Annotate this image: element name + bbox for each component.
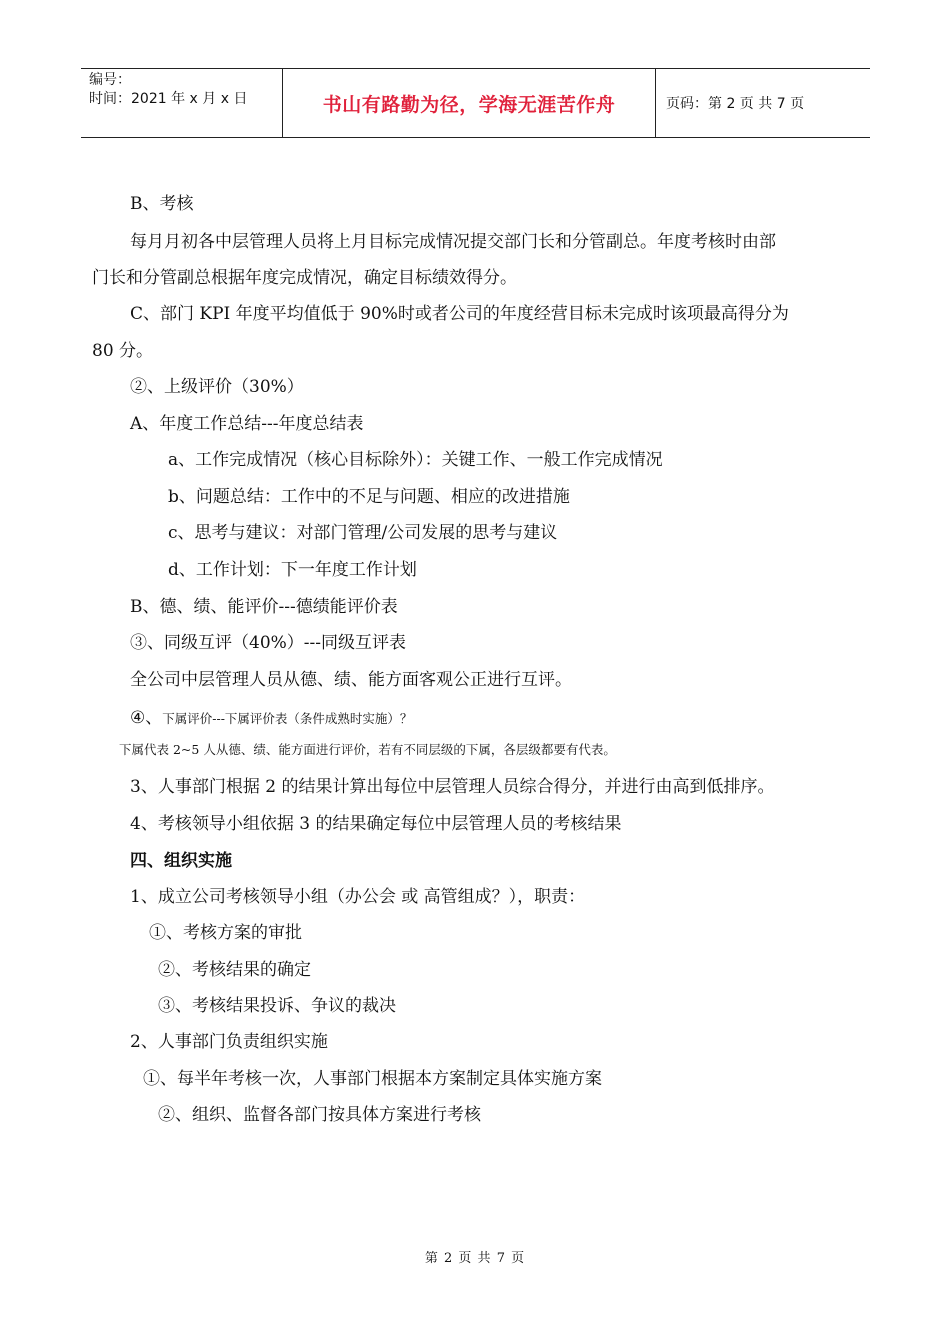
section-heading: ③、同级互评（40%）---同级互评表: [130, 633, 407, 653]
document-time-label: 时间：2021 年 x 月 x 日: [89, 91, 248, 107]
document-number-label: 编号：: [89, 72, 131, 88]
section-heading-line: [130, 703, 412, 728]
section-marker: ④、: [130, 708, 163, 728]
paragraph-line: 门长和分管副总根据年度完成情况，确定目标绩效得分。: [92, 268, 517, 288]
list-item: ①、考核方案的审批: [149, 923, 302, 943]
paragraph-line: A、年度工作总结---年度总结表: [130, 414, 364, 434]
paragraph-line: 全公司中层管理人员从德、绩、能方面客观公正进行互评。: [130, 670, 572, 690]
list-item: ①、每半年考核一次，人事部门根据本方案制定具体实施方案: [143, 1069, 602, 1089]
paragraph-line: 3、人事部门根据 2 的结果计算出每位中层管理人员综合得分，并进行由高到低排序。: [130, 777, 775, 797]
paragraph-line: B、考核: [130, 194, 194, 214]
section-title: 四、组织实施: [130, 851, 232, 871]
page-footer: 第 2 页 共 7 页: [424, 1251, 526, 1266]
list-item: c、思考与建议：对部门管理/公司发展的思考与建议: [168, 523, 558, 543]
header-slogan: 书山有路勤为径，学海无涯苦作舟: [322, 93, 616, 116]
header-page-info: 页码：第 2 页 共 7 页: [666, 96, 805, 112]
paragraph-line: 每月月初各中层管理人员将上月目标完成情况提交部门长和分管副总。年度考核时由部: [130, 232, 776, 252]
section-heading: ②、上级评价（30%）: [130, 377, 304, 397]
list-item: d、工作计划：下一年度工作计划: [168, 560, 417, 580]
header-page-cell: [656, 69, 870, 137]
section-heading: 下属评价---下属评价表（条件成熟时实施）？: [162, 711, 413, 726]
list-item: a、工作完成情况（核心目标除外）：关键工作、一般工作完成情况: [168, 450, 663, 470]
paragraph-line: 1、成立公司考核领导小组（办公会 或 高管组成？），职责：: [130, 887, 586, 907]
paragraph-line: 80 分。: [92, 341, 154, 361]
paragraph-line: 下属代表 2~5 人从德、绩、能方面进行评价，若有不同层级的下属，各层级都要有代表。: [119, 742, 616, 757]
paragraph-line: C、部门 KPI 年度平均值低于 90%时或者公司的年度经营目标未完成时该项最高得分为: [130, 304, 789, 324]
paragraph-line: B、德、绩、能评价---德绩能评价表: [130, 597, 398, 617]
header-slogan-cell: [283, 69, 656, 137]
list-item: ②、考核结果的确定: [158, 960, 311, 980]
list-item: b、问题总结：工作中的不足与问题、相应的改进措施: [168, 487, 570, 507]
list-item: ②、组织、监督各部门按具体方案进行考核: [158, 1105, 481, 1125]
list-item: ③、考核结果投诉、争议的裁决: [158, 996, 396, 1016]
paragraph-line: 2、人事部门负责组织实施: [130, 1032, 328, 1052]
document-header: [81, 68, 870, 138]
header-meta: [81, 69, 283, 137]
paragraph-line: 4、考核领导小组依据 3 的结果确定每位中层管理人员的考核结果: [130, 814, 622, 834]
